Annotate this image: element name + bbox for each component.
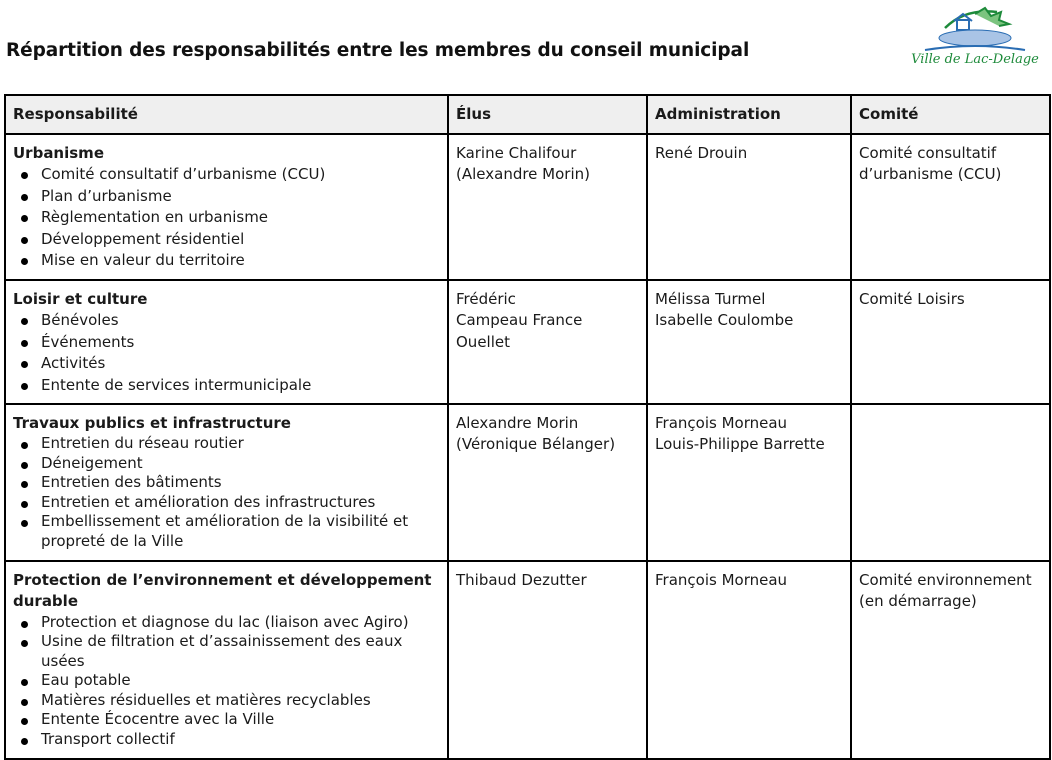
list-item: Entretien du réseau routier [41, 434, 440, 454]
column-header-responsabilite: Responsabilité [5, 95, 448, 134]
list-item: Entente de services intermunicipale [41, 375, 440, 397]
responsibility-title: Loisir et culture [13, 289, 148, 308]
comite-cell: Comité consultatif d’urbanisme (CCU) [851, 134, 1050, 280]
list-item: Développement résidentiel [41, 229, 440, 251]
list-item: Protection et diagnose du lac (liaison avec Agiro) [41, 613, 440, 633]
administration-cell: François Morneau [647, 561, 851, 759]
table-row [5, 280, 1050, 404]
responsibility-title: Protection de l’environnement et développement durable [13, 570, 432, 610]
list-item: Entretien des bâtiments [41, 473, 440, 493]
column-header-elus: Élus [448, 95, 647, 134]
comite-cell: Comité Loisirs [851, 280, 1050, 404]
elus-cell: Frédéric Campeau France Ouellet [448, 280, 647, 404]
list-item: Embellissement et amélioration de la visibilité et propreté de la Ville [41, 512, 440, 551]
elus-cell: Thibaud Dezutter [448, 561, 647, 759]
elus-cell: Karine Chalifour (Alexandre Morin) [448, 134, 647, 280]
table-header-row [5, 95, 1050, 134]
responsibility-cell [5, 280, 448, 404]
page-title: Répartition des responsabilités entre les membres du conseil municipal [6, 40, 750, 61]
list-item: Usine de filtration et d’assainissement des eaux usées [41, 632, 440, 671]
logo-text: Ville de Lac-Delage [911, 52, 1039, 67]
responsibilities-table [4, 94, 1051, 760]
logo-graphic-icon [905, 6, 1045, 56]
list-item: Règlementation en urbanisme [41, 207, 440, 229]
column-header-comite: Comité [851, 95, 1050, 134]
list-item: Bénévoles [41, 310, 440, 332]
list-item: Transport collectif [41, 730, 440, 750]
administration-cell: François Morneau Louis-Philippe Barrette [647, 404, 851, 561]
comite-cell [851, 404, 1050, 561]
list-item: Eau potable [41, 671, 440, 691]
list-item: Plan d’urbanisme [41, 186, 440, 208]
responsibility-cell [5, 561, 448, 759]
responsibility-title: Urbanisme [13, 143, 104, 162]
list-item: Matières résiduelles et matières recyclables [41, 691, 440, 711]
city-logo [905, 6, 1045, 84]
responsibility-list [13, 434, 440, 551]
list-item: Activités [41, 353, 440, 375]
responsibility-cell [5, 134, 448, 280]
list-item: Comité consultatif d’urbanisme (CCU) [41, 164, 440, 186]
list-item: Entente Écocentre avec la Ville [41, 710, 440, 730]
table-row [5, 561, 1050, 759]
responsibility-list [13, 164, 440, 272]
list-item: Événements [41, 332, 440, 354]
elus-cell: Alexandre Morin (Véronique Bélanger) [448, 404, 647, 561]
table-row [5, 134, 1050, 280]
table-row [5, 404, 1050, 561]
administration-cell: René Drouin [647, 134, 851, 280]
list-item: Entretien et amélioration des infrastructures [41, 493, 440, 513]
column-header-administration: Administration [647, 95, 851, 134]
administration-cell: Mélissa Turmel Isabelle Coulombe [647, 280, 851, 404]
responsibility-list [13, 613, 440, 750]
responsibility-title: Travaux publics et infrastructure [13, 413, 291, 432]
comite-cell: Comité environnement (en démarrage) [851, 561, 1050, 759]
list-item: Déneigement [41, 454, 440, 474]
responsibility-cell [5, 404, 448, 561]
responsibility-list [13, 310, 440, 396]
list-item: Mise en valeur du territoire [41, 250, 440, 272]
